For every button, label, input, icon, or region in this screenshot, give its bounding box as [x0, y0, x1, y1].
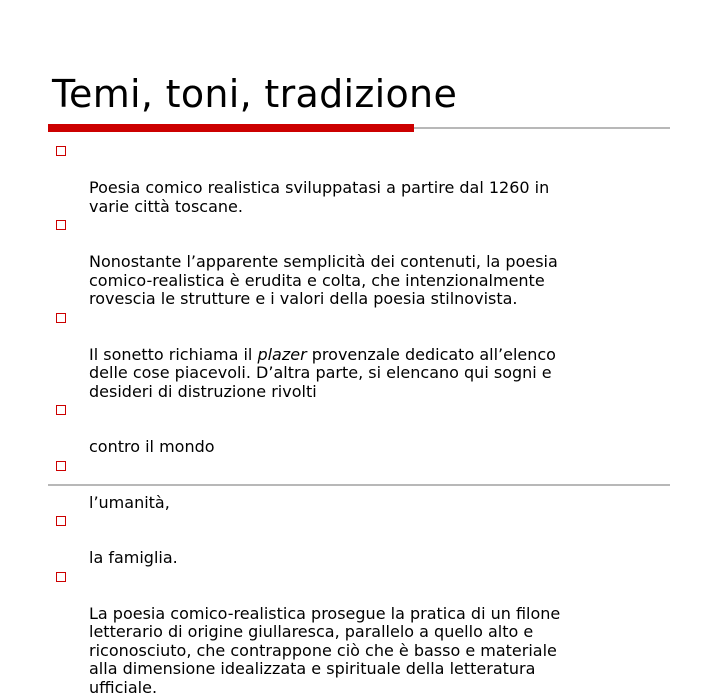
bullet-text: l’umanità,	[89, 493, 170, 512]
bullet-item	[56, 142, 656, 216]
bullet-text: Poesia comico realistica sviluppatasi a partire dal 1260 in varie città toscane.	[89, 178, 549, 216]
bullet-item	[56, 309, 656, 402]
hollow-square-bullet-icon	[56, 461, 66, 471]
hollow-square-bullet-icon	[56, 516, 66, 526]
bullet-text: contro il mondo	[89, 437, 215, 456]
hollow-square-bullet-icon	[56, 146, 66, 156]
hollow-square-bullet-icon	[56, 405, 66, 415]
bullet-text-emphasis: plazer	[257, 345, 306, 364]
bullet-text-before: Il sonetto richiama il	[89, 345, 257, 364]
bullet-text: la famiglia.	[89, 548, 178, 567]
bullet-text: La poesia comico-realistica prosegue la pratica di un filone letterario di origine giullaresca, parallelo a quello alto e riconosciuto, che contrappone ciò che è basso e materiale alla dimensione idealizzata e spirituale della letteratura ufficiale.	[89, 604, 560, 697]
bullet-item	[56, 216, 656, 309]
bottom-gray-rule	[48, 484, 670, 486]
slide-title: Temi, toni, tradizione	[52, 70, 457, 118]
bullet-list	[56, 142, 656, 697]
hollow-square-bullet-icon	[56, 313, 66, 323]
hollow-square-bullet-icon	[56, 220, 66, 230]
bullet-item	[56, 568, 656, 697]
hollow-square-bullet-icon	[56, 572, 66, 582]
bullet-text: Nonostante l’apparente semplicità dei contenuti, la poesia comico-realistica è erudita e colta, che intenzionalmente rovescia le strutture e i valori della poesia stilnovista.	[89, 252, 558, 308]
title-gray-rule	[414, 127, 670, 129]
bullet-item	[56, 401, 656, 457]
title-red-rule	[48, 124, 414, 132]
bullet-text-after: provenzale dedicato all’elenco delle cose piacevoli. D’altra parte, si elencano qui sogni e desideri di distruzione rivolti	[89, 345, 556, 401]
